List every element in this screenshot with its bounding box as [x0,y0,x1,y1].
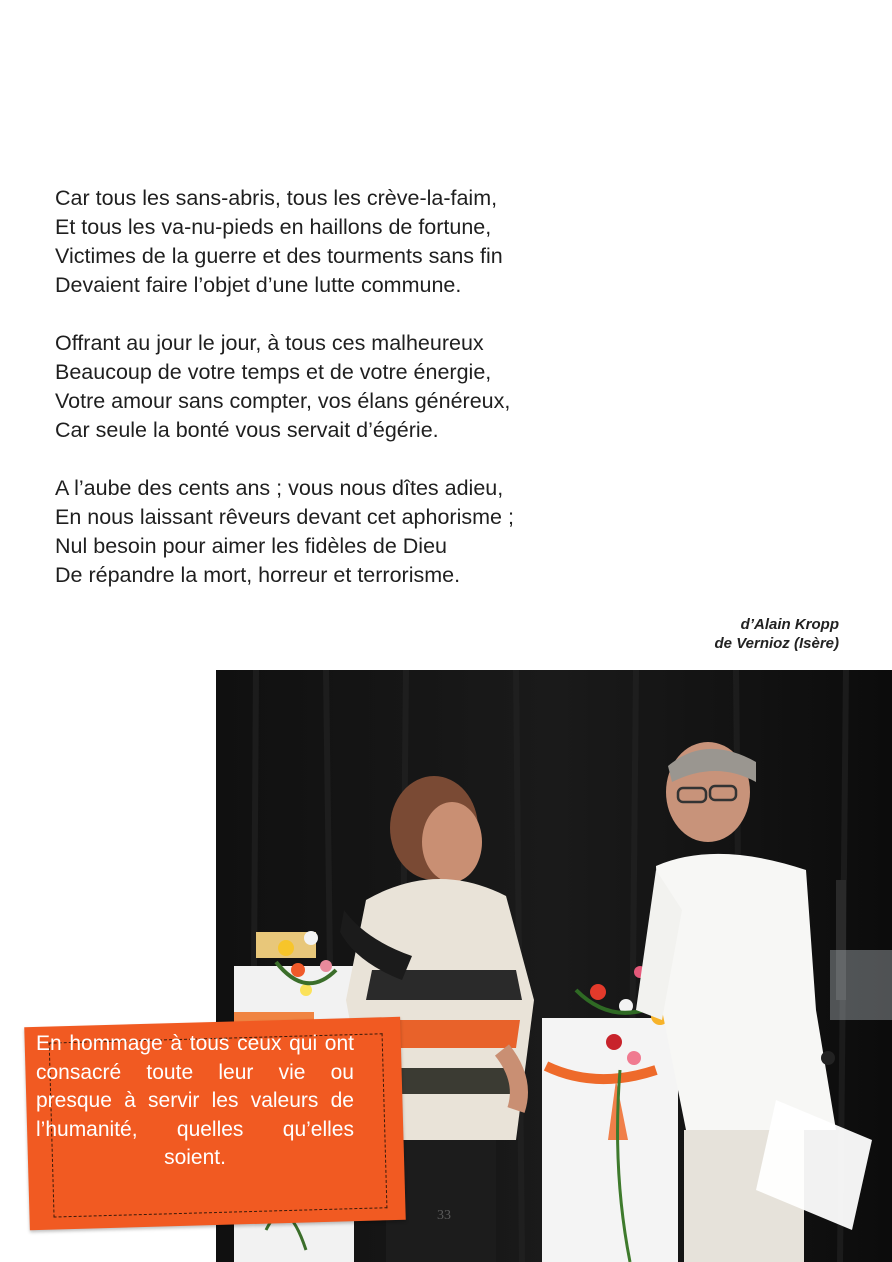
poem-line: Car tous les sans-abris, tous les crève-la-faim, [55,186,498,210]
page-number: 33 [437,1208,451,1223]
tribute-text: En hommage à tous ceux qui ont consacré toute leur vie ou presque à servir les valeurs de l’humanité, quelles qu’elles soient. [36,1032,354,1169]
signature-place: de Vernioz (Isère) [714,635,839,652]
poem-signature [715,615,839,653]
poem-line: Devaient faire l’objet d’une lutte commune. [55,273,462,297]
poem [55,184,615,619]
poem-line: Victimes de la guerre et des tourments sans fin [55,244,503,268]
poem-line: Offrant au jour le jour, à tous ces malheureux [55,331,484,355]
poem-line: A l’aube des cents ans ; vous nous dîtes adieu, [55,476,504,500]
poem-stanza-2 [55,329,615,445]
poem-stanza-3 [55,474,615,590]
poem-stanza-1 [55,184,615,300]
poem-line: De répandre la mort, horreur et terrorisme. [55,563,461,587]
poem-line: Beaucoup de votre temps et de votre énergie, [55,360,492,384]
poem-line: Et tous les va-nu-pieds en haillons de fortune, [55,215,492,239]
poem-line: Votre amour sans compter, vos élans généreux, [55,389,511,413]
poem-line: En nous laissant rêveurs devant cet aphorisme ; [55,505,514,529]
poem-line: Car seule la bonté vous servait d’égérie. [55,418,439,442]
poem-line: Nul besoin pour aimer les fidèles de Dieu [55,534,447,558]
signature-author: d’Alain Kropp [740,616,839,633]
